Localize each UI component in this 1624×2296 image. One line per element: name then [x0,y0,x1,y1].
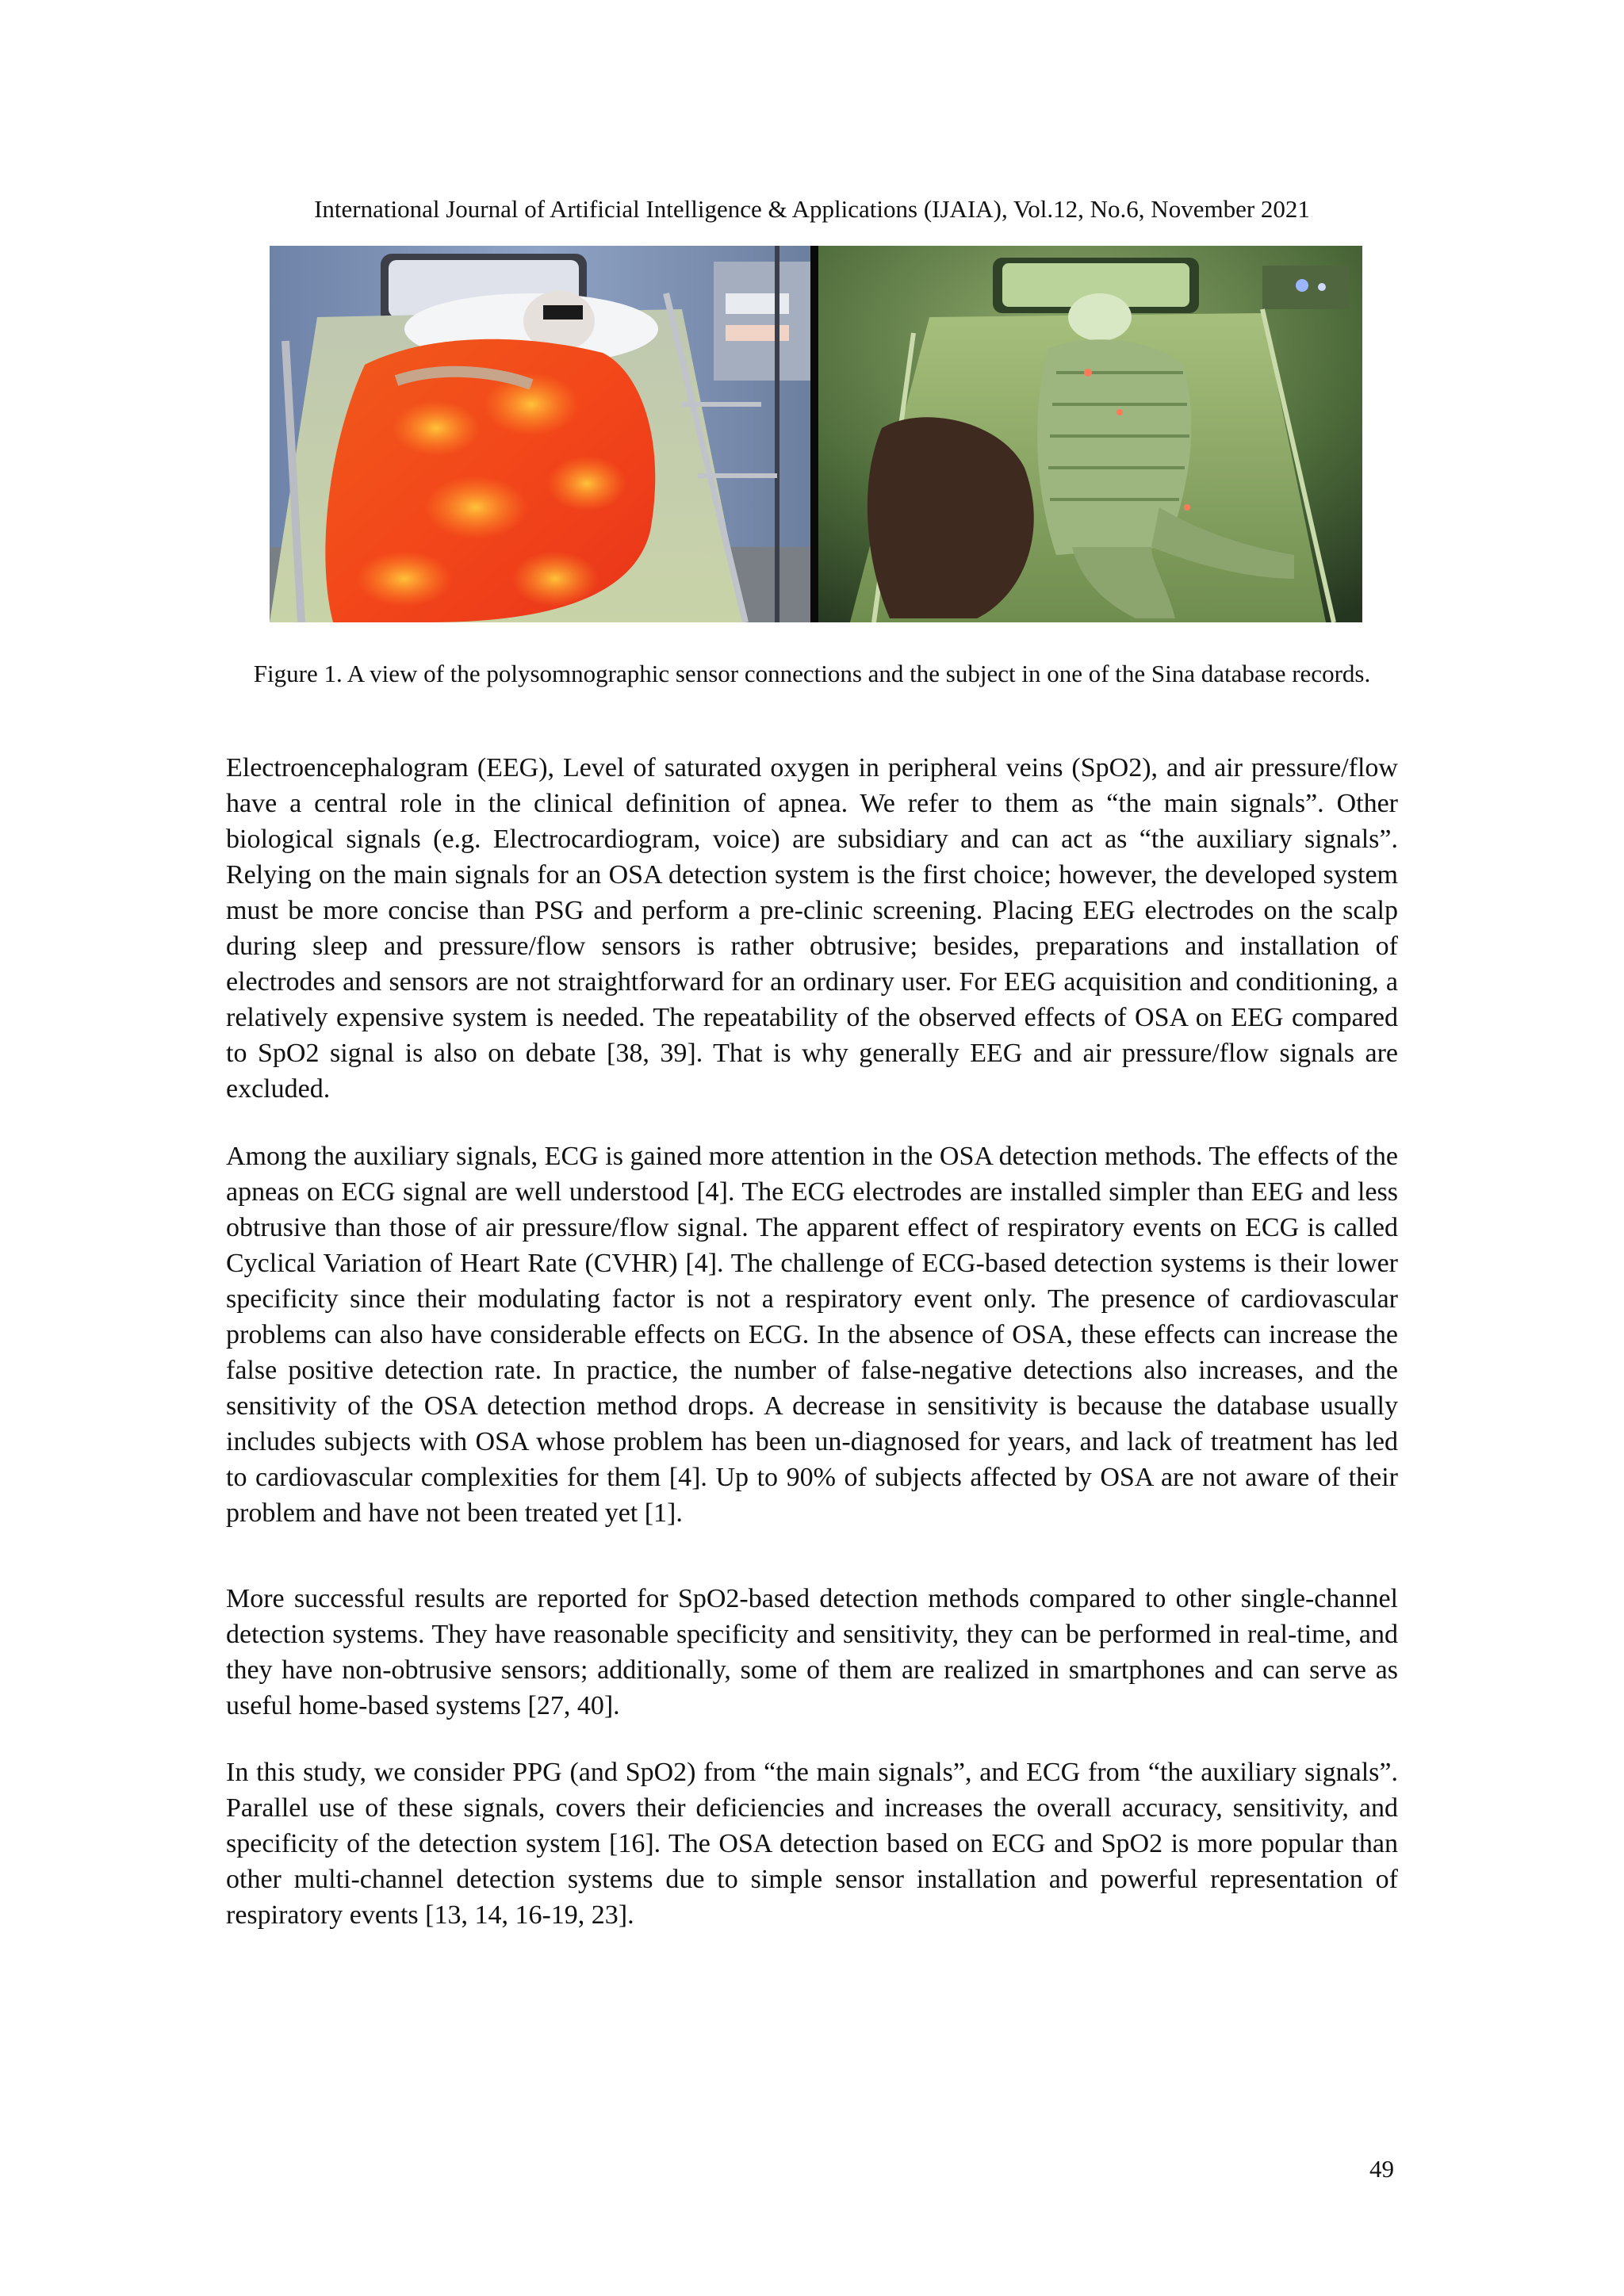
body-paragraph: In this study, we consider PPG (and SpO2) from “the main signals”, and ECG from “the auxiliary signals”. Parallel use of these signals, covers their deficiencies and increases the overall accuracy, sensitivity, and specificity of the detection system [16]. The OSA detection based on ECG and SpO2 is more popular than other multi-channel detection systems due to simple sensor installation and powerful representation of respiratory events [13, 14, 16-19, 23]. [226,1758,1398,1930]
figure-caption: Figure 1. A view of the polysomnographic sensor connections and the subject in one of the Sina database records. [253,660,1371,687]
photo-infrared-bed-subject-icon [818,246,1362,622]
body-paragraph: More successful results are reported for SpO2-based detection methods compared to other single-channel detection systems. They have reasonable specificity and sensitivity, they can be performed in real-time, and they have non-obtrusive sensors; additionally, some of them are realized in smartphones and can serve as useful home-based systems [27, 40]. [226,1584,1398,1720]
body-paragraph: Electroencephalogram (EEG), Level of saturated oxygen in peripheral veins (SpO2), and air pressure/flow have a central role in the clinical definition of apnea. We refer to them as “the main signals”. Other biological signals (e.g. Electrocardiogram, voice) are subsidiary and can act as “the auxiliary signals”. Relying on the main signals for an OSA detection system is the first choice; however, the developed system must be more concise than PSG and perform a pre-clinic screening. Placing EEG electrodes on the scalp during sleep and pressure/flow sensors is rather obtrusive; besides, preparations and installation of electrodes and sensors are not straightforward for an ordinary user. For EEG acquisition and conditioning, a relatively expensive system is needed. The repeatability of the observed effects of OSA on EEG compared to SpO2 signal is also on debate [38, 39]. That is why generally EEG and air pressure/flow signals are excluded. [226,753,1398,1104]
running-header: International Journal of Artificial Intelligence & Applications (IJAIA), Vol.12, No.6, November 2021 [314,195,1310,223]
figure-1 [270,246,1362,622]
page-number: 49 [1369,2155,1394,2183]
body-paragraph: Among the auxiliary signals, ECG is gained more attention in the OSA detection methods. The effects of the apneas on ECG signal are well understood [4]. The ECG electrodes are installed simpler than EEG and less obtrusive than those of air pressure/flow signal. The apparent effect of respiratory events on ECG is called Cyclical Variation of Heart Rate (CVHR) [4]. The challenge of ECG-based detection systems is their lower specificity since their modulating factor is not a respiratory event only. The presence of cardiovascular problems can also have considerable effects on ECG. In the absence of OSA, these effects can increase the false positive detection rate. In practice, the number of false-negative detections also increases, and the sensitivity of the OSA detection method drops. A decrease in sensitivity is because the database usually includes subjects with OSA whose problem has been un-diagnosed for years, and lack of treatment has led to cardiovascular complexities for them [4]. Up to 90% of subjects affected by OSA are not aware of their problem and have not been treated yet [1]. [226,1142,1398,1528]
figure-panel-divider [810,246,818,622]
photo-color-bed-subject-icon [270,246,810,622]
